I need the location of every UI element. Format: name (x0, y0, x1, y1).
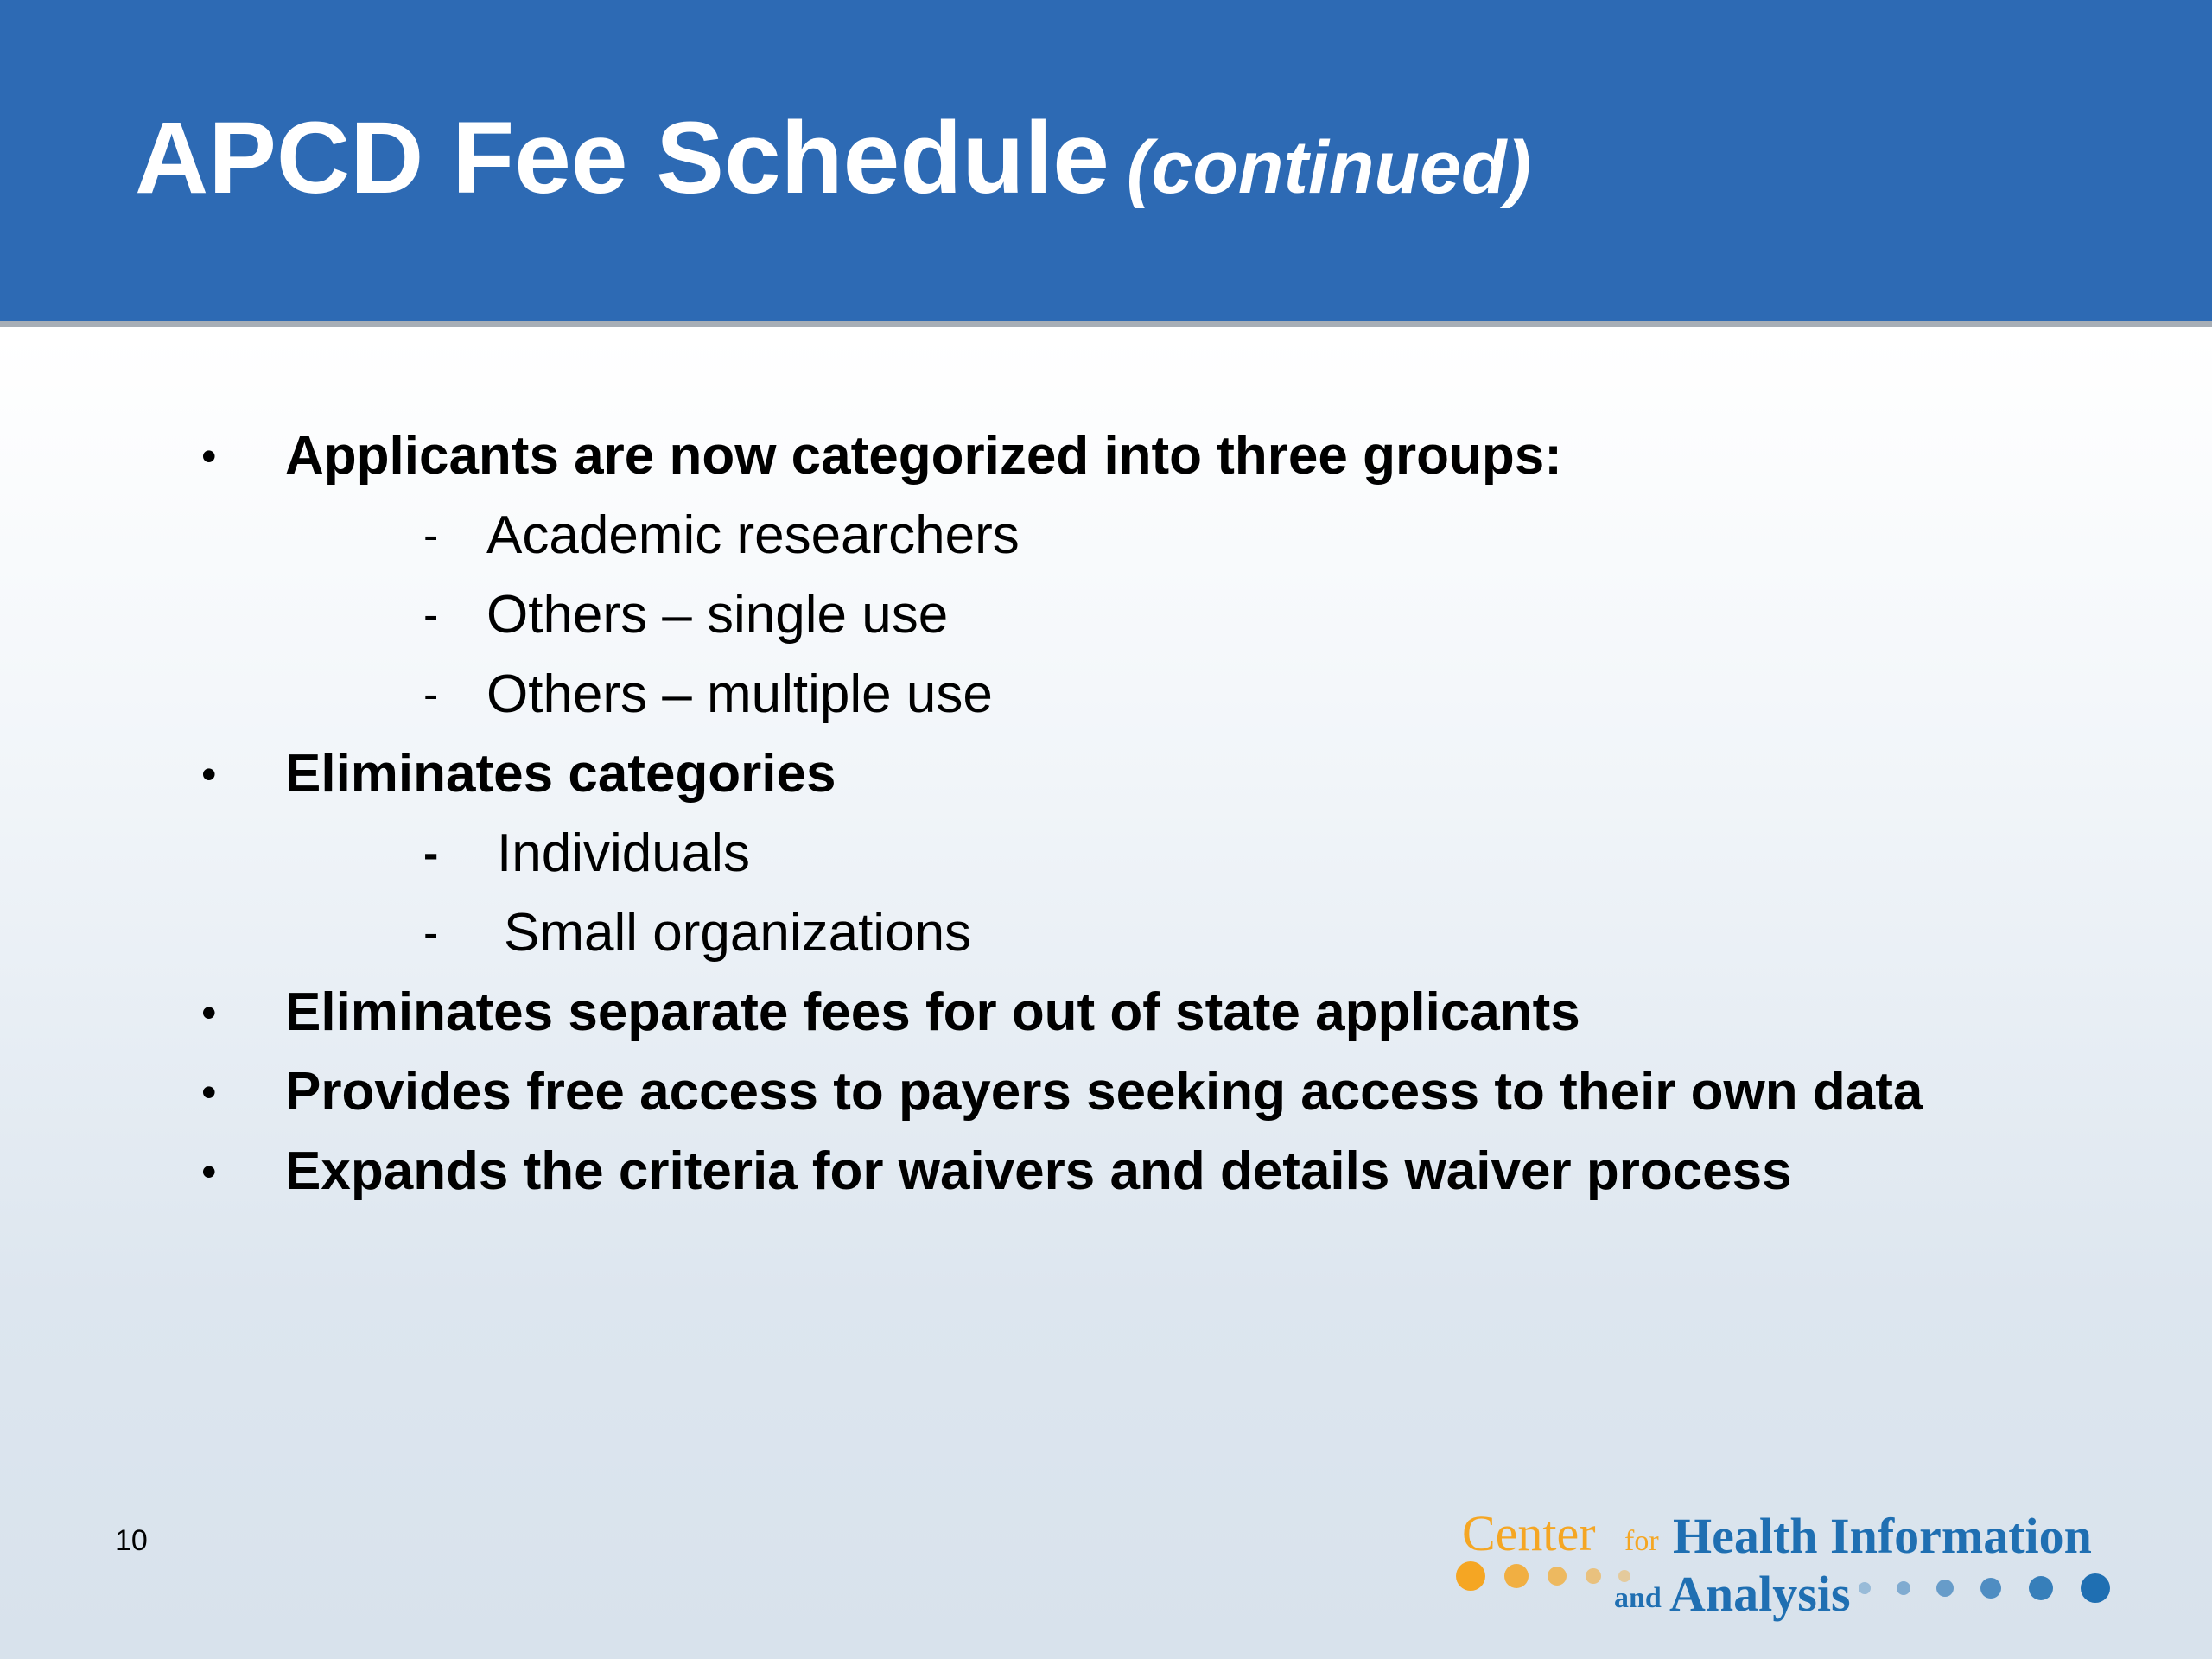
logo-blue-dot (1980, 1578, 2001, 1599)
slide-title-main: APCD Fee Schedule (135, 101, 1109, 215)
dash-marker: - (423, 590, 439, 640)
bullet-marker: • (201, 988, 217, 1037)
logo-orange-dot (1548, 1567, 1567, 1586)
dash-marker: - (423, 511, 439, 561)
sub-bullet-item: Academic researchers (486, 505, 1020, 565)
logo-word-and: and (1614, 1582, 1662, 1614)
logo-blue-dot (2081, 1573, 2110, 1603)
dash-marker: - (423, 829, 439, 879)
logo-word-health-information: Health Information (1673, 1508, 2092, 1564)
logo-orange-dot (1586, 1568, 1601, 1584)
logo-blue-dot (1859, 1582, 1871, 1594)
sub-bullet-item: Others – single use (486, 585, 949, 645)
page-number: 10 (115, 1524, 148, 1557)
logo-word-for: for (1624, 1525, 1659, 1557)
dash-marker: - (423, 908, 439, 958)
bullet-item: Eliminates categories (285, 744, 836, 804)
logo-blue-dot (1897, 1581, 1910, 1595)
logo-blue-dot (2029, 1576, 2053, 1600)
slide-title-suffix: (continued) (1126, 126, 1531, 209)
bullet-item: Expands the criteria for waivers and details waiver process (285, 1141, 1792, 1201)
logo-orange-dot (1618, 1570, 1630, 1582)
bullet-marker: • (201, 432, 217, 480)
bullet-marker: • (201, 1068, 217, 1116)
bullet-item: Eliminates separate fees for out of state applicants (285, 982, 1580, 1042)
logo-word-analysis: Analysis (1669, 1566, 1851, 1622)
dash-marker: - (423, 670, 439, 720)
bullet-marker: • (201, 750, 217, 798)
logo-orange-dot (1456, 1561, 1485, 1591)
logo-blue-dot (1936, 1580, 1954, 1597)
sub-bullet-item: Individuals (497, 823, 750, 883)
chia-logo (1452, 1503, 2126, 1642)
logo-word-center: Center (1462, 1505, 1596, 1561)
sub-bullet-item: Others – multiple use (486, 664, 993, 724)
bullet-item: Applicants are now categorized into three groups: (285, 426, 1562, 486)
logo-orange-dot (1504, 1564, 1529, 1588)
bullet-marker: • (201, 1147, 217, 1196)
bullet-item: Provides free access to payers seeking access to their own data (285, 1062, 1923, 1122)
sub-bullet-item: Small organizations (504, 903, 972, 963)
